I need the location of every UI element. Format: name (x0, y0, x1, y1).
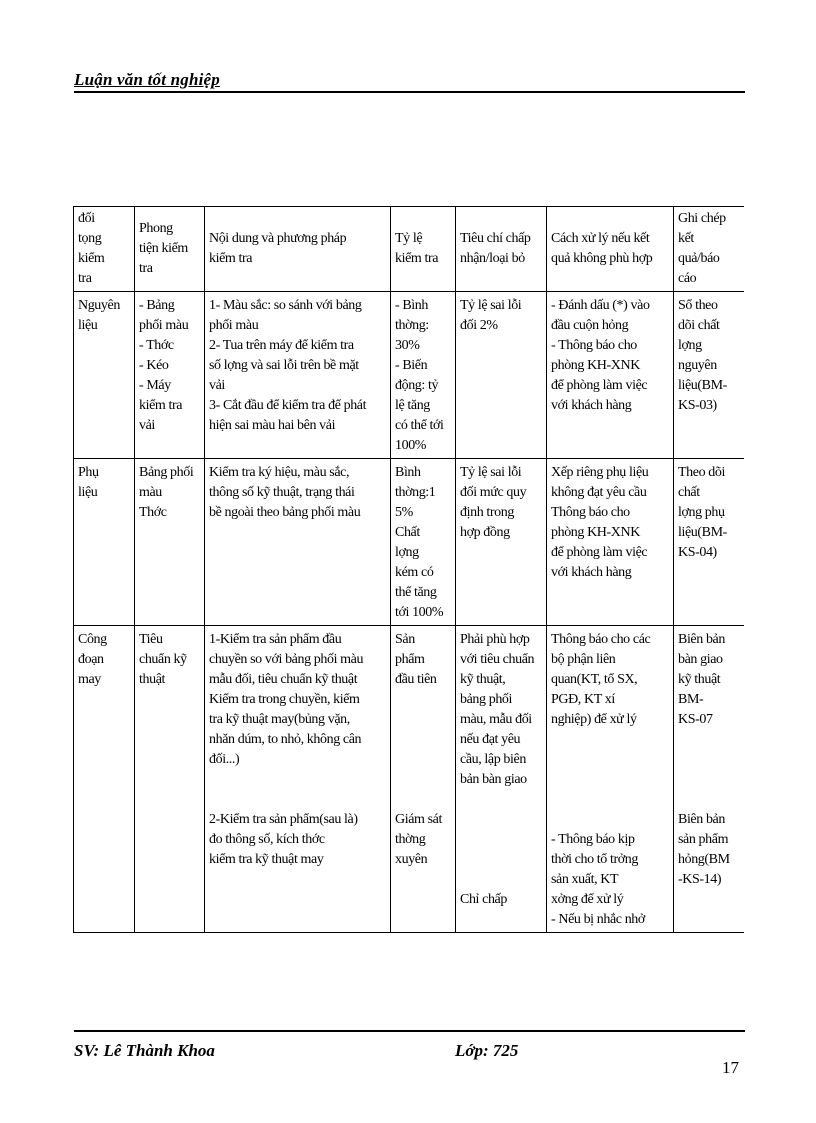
row-ratio-cell: Bình thờng:1 5% Chất lợng kém có thể tăng tới 100% (391, 459, 456, 626)
row-record-cell (674, 626, 745, 933)
footer-student-name: SV: Lê Thành Khoa (74, 1041, 215, 1060)
row-means-cell: - Bảng phối màu - Thớc - Kéo - Máy kiểm tra vải (135, 292, 205, 459)
criteria-part-1: Phải phù hợp với tiêu chuẩn kỹ thuật, bảng phối màu, mẫu đối nếu đạt yêu cầu, lập biên bản bàn giao (460, 632, 535, 787)
inspection-table-wrapper (73, 206, 744, 1018)
row-object-cell: Công đoạn may (74, 626, 135, 933)
row-ratio-cell (391, 626, 456, 933)
page-number: 17 (722, 1058, 739, 1077)
row-record-cell: Theo dõi chất lợng phụ liệu(BM- KS-04) (674, 459, 745, 626)
content-part-2: 2-Kiểm tra sản phẩm(sau là) đo thông số, kích thớc kiểm tra kỹ thuật may (209, 812, 358, 867)
page-header-title: Luận văn tốt nghiệp (74, 70, 220, 89)
row-object-cell: Nguyên liệu (74, 292, 135, 459)
footer-class: Lớp: 725 (455, 1041, 519, 1060)
header-cell-criteria: Tiêu chí chấp nhận/loại bỏ (456, 207, 547, 292)
handling-part-1: Thông báo cho các bộ phận liên quan(KT, tổ SX, PGĐ, KT xí nghiệp) để xử lý (551, 632, 651, 727)
criteria-part-2: Chỉ chấp (460, 892, 507, 907)
content-part-1: 1-Kiểm tra sản phẩm đầu chuyền so với bảng phối màu mẫu đối, tiêu chuẩn kỹ thuật Kiểm tra trong chuyền, kiểm tra kỹ thuật may(bủng vặn, nhăn dúm, to nhỏ, không cân đối...) (209, 632, 364, 767)
row-handling-cell (547, 626, 674, 933)
row-record-cell: Sổ theo dõi chất lợng nguyên liệu(BM- KS-03) (674, 292, 745, 459)
ratio-part-2: Giám sát thờng xuyên (395, 812, 442, 867)
table-row (74, 459, 745, 626)
row-content-cell: 1- Màu sắc: so sánh với bảng phối màu 2- Tua trên máy để kiểm tra số lợng và sai lỗi trên bề mặt vải 3- Cắt đầu để kiểm tra để phát hiện sai màu hai bên vải (205, 292, 391, 459)
record-part-1: Biên bản bàn giao kỹ thuật BM- KS-07 (678, 632, 725, 727)
row-content-cell: Kiểm tra ký hiệu, màu sắc, thông số kỹ thuật, trạng thái bề ngoài theo bảng phối màu (205, 459, 391, 626)
row-object-cell: Phụ liệu (74, 459, 135, 626)
header-cell-means: Phong tiện kiểm tra (135, 207, 205, 292)
row-handling-cell: Xếp riêng phụ liệu không đạt yêu cầu Thông báo cho phòng KH-XNK để phòng làm việc với khách hàng (547, 459, 674, 626)
row-criteria-cell: Tỷ lệ sai lỗi đối mức quy định trong hợp đồng (456, 459, 547, 626)
table-row (74, 292, 745, 459)
table-header-row (74, 207, 745, 292)
row-criteria-cell: Tỷ lệ sai lỗi đối 2% (456, 292, 547, 459)
row-means-cell: Tiêu chuẩn kỹ thuật (135, 626, 205, 933)
row-handling-cell: - Đánh dấu (*) vào đầu cuộn hỏng - Thông báo cho phòng KH-XNK để phòng làm việc với khách hàng (547, 292, 674, 459)
handling-part-2: - Thông báo kịp thời cho tổ trởng sản xuất, KT xởng để xử lý - Nếu bị nhắc nhở (551, 832, 645, 927)
header-cell-record: Ghi chép kết quả/báo cáo (674, 207, 745, 292)
row-means-cell: Bảng phối màu Thớc (135, 459, 205, 626)
header-cell-ratio: Tỷ lệ kiểm tra (391, 207, 456, 292)
row-ratio-cell: - Bình thờng: 30% - Biến động: tỷ lệ tăng có thể tới 100% (391, 292, 456, 459)
record-part-2: Biên bản sản phẩm hỏng(BM -KS-14) (678, 812, 730, 887)
table-row (74, 626, 745, 933)
footer-rule (74, 1030, 745, 1032)
header-rule (74, 91, 745, 93)
inspection-table (73, 206, 744, 933)
row-criteria-cell (456, 626, 547, 933)
header-cell-handling: Cách xử lý nếu kết quả không phù hợp (547, 207, 674, 292)
ratio-part-1: Sản phẩm đầu tiên (395, 632, 437, 687)
row-content-cell (205, 626, 391, 933)
header-cell-object: đối tọng kiểm tra (74, 207, 135, 292)
header-cell-content: Nội dung và phương pháp kiểm tra (205, 207, 391, 292)
